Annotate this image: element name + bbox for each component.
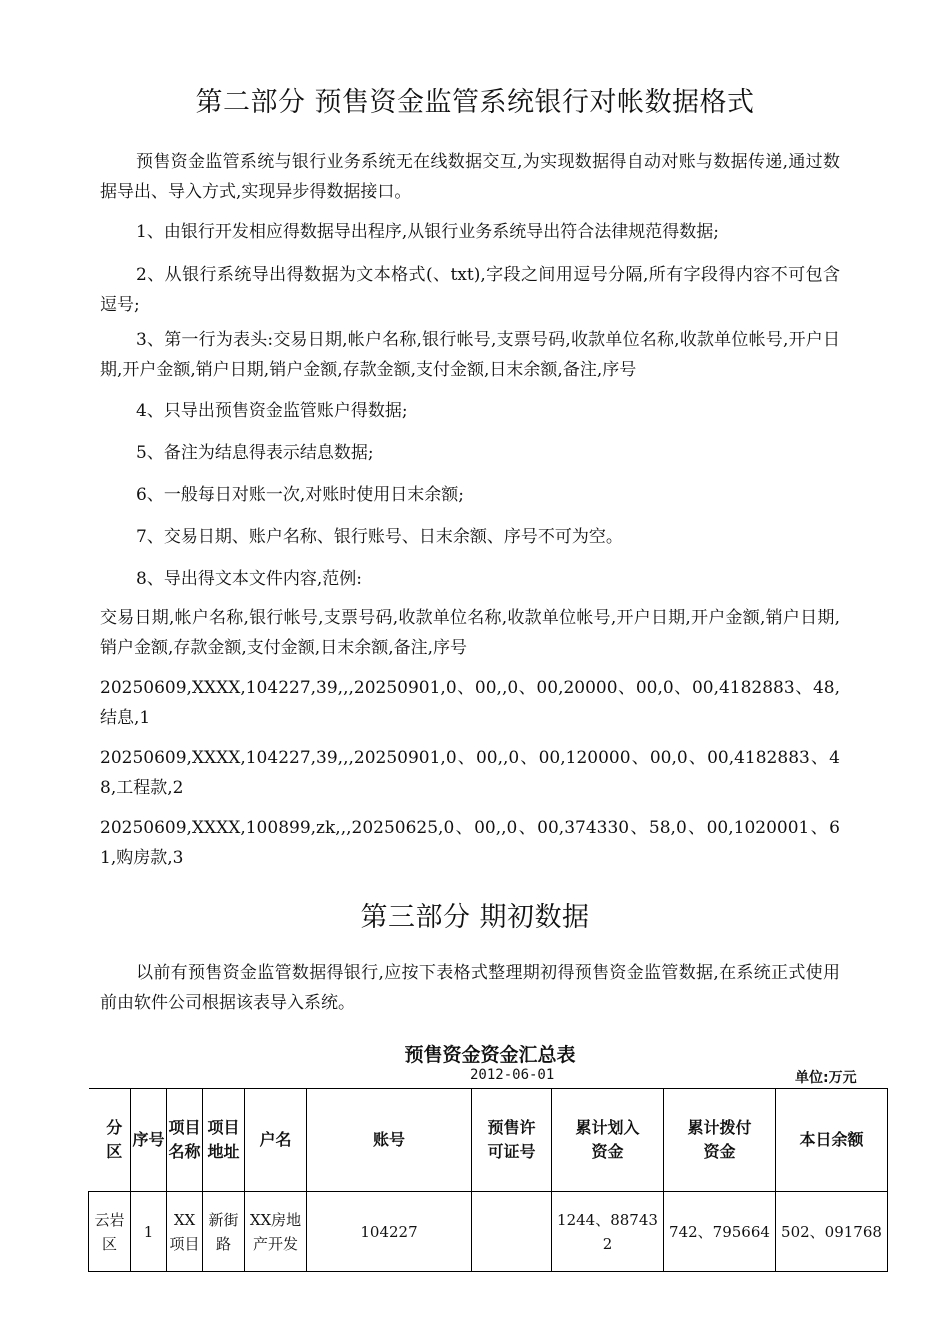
cell-account-no: 104227 (307, 1192, 472, 1272)
cell-district: 云岩区 (89, 1192, 131, 1272)
col-header-permit-no: 预售许可证号 (472, 1089, 552, 1192)
col-header-account-no: 账号 (307, 1089, 472, 1192)
example-header-line: 交易日期,帐户名称,银行帐号,支票号码,收款单位名称,收款单位帐号,开户日期,开户金额,销户日期,销户金额,存款金额,支付金额,日末余额,备注,序号 (100, 608, 840, 658)
cell-cumulative-in: 1244、887432 (552, 1192, 664, 1272)
col-header-cumulative-in: 累计划入资金 (552, 1089, 664, 1192)
col-header-account-name: 户名 (245, 1089, 307, 1192)
cell-seq: 1 (131, 1192, 167, 1272)
list-item: 8、导出得文本文件内容,范例: (136, 569, 362, 589)
list-item: 1、由银行开发相应得数据导出程序,从银行业务系统导出符合法律规范得数据; (136, 222, 719, 242)
list-item: 5、备注为结息得表示结息数据; (136, 443, 374, 463)
example-row: 20250609,XXXX,104227,39,,,20250901,0、00,,0、00,120000、00,0、00,4182883、48,工程款,2 (100, 748, 840, 798)
summary-table (88, 1088, 888, 1272)
col-header-district: 分区 (89, 1089, 131, 1192)
list-item: 6、一般每日对账一次,对账时使用日末余额; (136, 485, 464, 505)
col-header-balance: 本日余额 (776, 1089, 888, 1192)
section2-intro: 预售资金监管系统与银行业务系统无在线数据交互,为实现数据得自动对账与数据传递,通过数据导出、导入方式,实现异步得数据接口。 (100, 152, 840, 202)
col-header-project-address: 项目地址 (203, 1089, 245, 1192)
cell-project-name: XX项目 (167, 1192, 203, 1272)
cell-permit-no (472, 1192, 552, 1272)
list-item: 3、第一行为表头:交易日期,帐户名称,银行帐号,支票号码,收款单位名称,收款单位帐号,开户日期,开户金额,销户日期,销户金额,存款金额,支付金额,日末余额,备注,序号 (100, 330, 840, 380)
cell-balance: 502、091768 (776, 1192, 888, 1272)
section3-title: 第三部分 期初数据 (360, 902, 590, 933)
table-title: 预售资金资金汇总表 (404, 1044, 576, 1066)
table-row (89, 1192, 888, 1272)
example-row: 20250609,XXXX,100899,zk,,,20250625,0、00,,0、00,374330、58,0、00,1020001、61,购房款,3 (100, 818, 840, 868)
cell-project-address: 新街路 (203, 1192, 245, 1272)
col-header-cumulative-out: 累计拨付资金 (664, 1089, 776, 1192)
col-header-seq: 序号 (131, 1089, 167, 1192)
list-item: 4、只导出预售资金监管账户得数据; (136, 401, 408, 421)
table-header-row (89, 1089, 888, 1192)
col-header-project-name: 项目名称 (167, 1089, 203, 1192)
section2-title: 第二部分 预售资金监管系统银行对帐数据格式 (195, 87, 755, 118)
section3-intro: 以前有预售资金监管数据得银行,应按下表格式整理期初得预售资金监管数据,在系统正式使用前由软件公司根据该表导入系统。 (100, 963, 840, 1013)
list-item: 2、从银行系统导出得数据为文本格式(、txt),字段之间用逗号分隔,所有字段得内容不可包含逗号; (100, 265, 840, 315)
table-unit: 单位:万元 (795, 1070, 857, 1086)
cell-account-name: XX房地产开发 (245, 1192, 307, 1272)
example-row: 20250609,XXXX,104227,39,,,20250901,0、00,,0、00,20000、00,0、00,4182883、48,结息,1 (100, 678, 840, 728)
list-item: 7、交易日期、账户名称、银行账号、日末余额、序号不可为空。 (136, 527, 623, 547)
cell-cumulative-out: 742、795664 (664, 1192, 776, 1272)
table-date: 2012-06-01 (470, 1067, 555, 1083)
